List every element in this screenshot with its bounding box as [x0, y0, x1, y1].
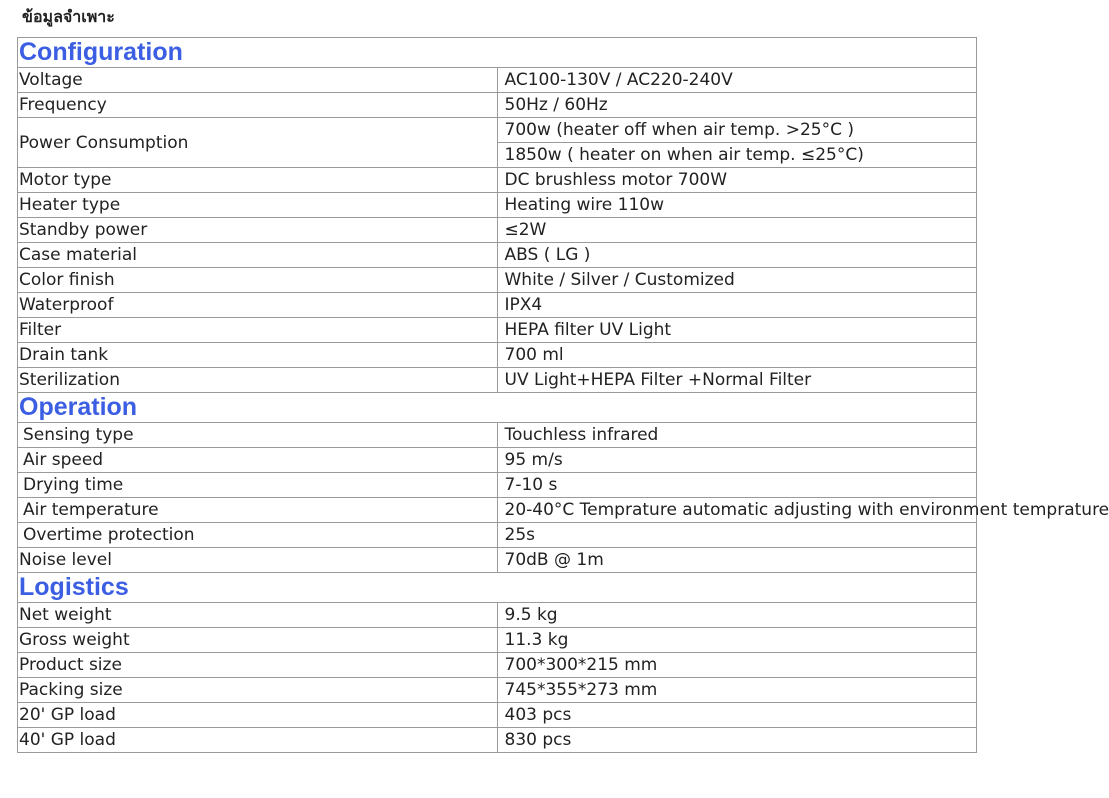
spec-label: Drying time — [18, 473, 498, 498]
table-row — [18, 653, 977, 678]
spec-value: 50Hz / 60Hz — [497, 93, 977, 118]
table-row — [18, 628, 977, 653]
spec-label: Sterilization — [18, 368, 498, 393]
spec-value: 95 m/s — [497, 448, 977, 473]
spec-value: 70dB @ 1m — [497, 548, 977, 573]
table-row — [18, 523, 977, 548]
spec-label: Gross weight — [18, 628, 498, 653]
spec-value: 700w (heater off when air temp. >25°C ) — [497, 118, 977, 143]
table-row — [18, 268, 977, 293]
spec-value: Heating wire 110w — [497, 193, 977, 218]
spec-label: Filter — [18, 318, 498, 343]
spec-value: IPX4 — [497, 293, 977, 318]
spec-value: ≤2W — [497, 218, 977, 243]
spec-value: Touchless infrared — [497, 423, 977, 448]
section-title: Logistics — [18, 573, 977, 603]
table-row — [18, 498, 977, 523]
page-title: ข้อมูลจำเพาะ — [22, 7, 115, 26]
section-title: Configuration — [18, 38, 977, 68]
spec-label: Power Consumption — [18, 118, 498, 168]
specification-table — [17, 37, 1109, 753]
table-row — [18, 473, 977, 498]
table-row — [18, 243, 977, 268]
spec-value: 7-10 s — [497, 473, 977, 498]
spec-label: Product size — [18, 653, 498, 678]
spec-value: 20-40°C Temprature automatic adjusting with environment temprature — [497, 498, 977, 523]
table-row — [18, 93, 977, 118]
spec-value: 830 pcs — [497, 728, 977, 753]
table-row — [18, 68, 977, 93]
table-row — [18, 318, 977, 343]
spec-value: 11.3 kg — [497, 628, 977, 653]
spec-value: 9.5 kg — [497, 603, 977, 628]
table-row — [18, 703, 977, 728]
spec-label: Frequency — [18, 93, 498, 118]
section-header-configuration — [18, 38, 977, 68]
section-header-logistics — [18, 573, 977, 603]
section-header-operation — [18, 393, 977, 423]
spec-label: Net weight — [18, 603, 498, 628]
spec-value: 403 pcs — [497, 703, 977, 728]
table-row — [18, 218, 977, 243]
spec-value: AC100-130V / AC220-240V — [497, 68, 977, 93]
spec-value: DC brushless motor 700W — [497, 168, 977, 193]
table-row — [18, 118, 977, 143]
spec-label: Packing size — [18, 678, 498, 703]
spec-value: UV Light+HEPA Filter +Normal Filter — [497, 368, 977, 393]
spec-label: Heater type — [18, 193, 498, 218]
table-row — [18, 343, 977, 368]
spec-value: 700 ml — [497, 343, 977, 368]
spec-label: Color finish — [18, 268, 498, 293]
spec-label: 20' GP load — [18, 703, 498, 728]
spec-value: 25s — [497, 523, 977, 548]
spec-label: Waterproof — [18, 293, 498, 318]
table-row — [18, 448, 977, 473]
spec-value: HEPA filter UV Light — [497, 318, 977, 343]
table-row — [18, 728, 977, 753]
table-row — [18, 603, 977, 628]
table-row — [18, 368, 977, 393]
spec-label: Overtime protection — [18, 523, 498, 548]
spec-label: Motor type — [18, 168, 498, 193]
spec-label: Standby power — [18, 218, 498, 243]
spec-label: Air speed — [18, 448, 498, 473]
spec-label: Noise level — [18, 548, 498, 573]
table-row — [18, 678, 977, 703]
spec-label: Sensing type — [18, 423, 498, 448]
spec-value: 745*355*273 mm — [497, 678, 977, 703]
table-row — [18, 293, 977, 318]
spec-value: ABS ( LG ) — [497, 243, 977, 268]
table-row — [18, 193, 977, 218]
table-row — [18, 168, 977, 193]
spec-label: 40' GP load — [18, 728, 498, 753]
spec-value: 1850w ( heater on when air temp. ≤25°C) — [497, 143, 977, 168]
spec-label: Drain tank — [18, 343, 498, 368]
spec-value: White / Silver / Customized — [497, 268, 977, 293]
spec-label: Voltage — [18, 68, 498, 93]
spec-label: Air temperature — [18, 498, 498, 523]
table-row — [18, 423, 977, 448]
spec-value: 700*300*215 mm — [497, 653, 977, 678]
section-title: Operation — [18, 393, 977, 423]
table-row — [18, 548, 977, 573]
spec-label: Case material — [18, 243, 498, 268]
